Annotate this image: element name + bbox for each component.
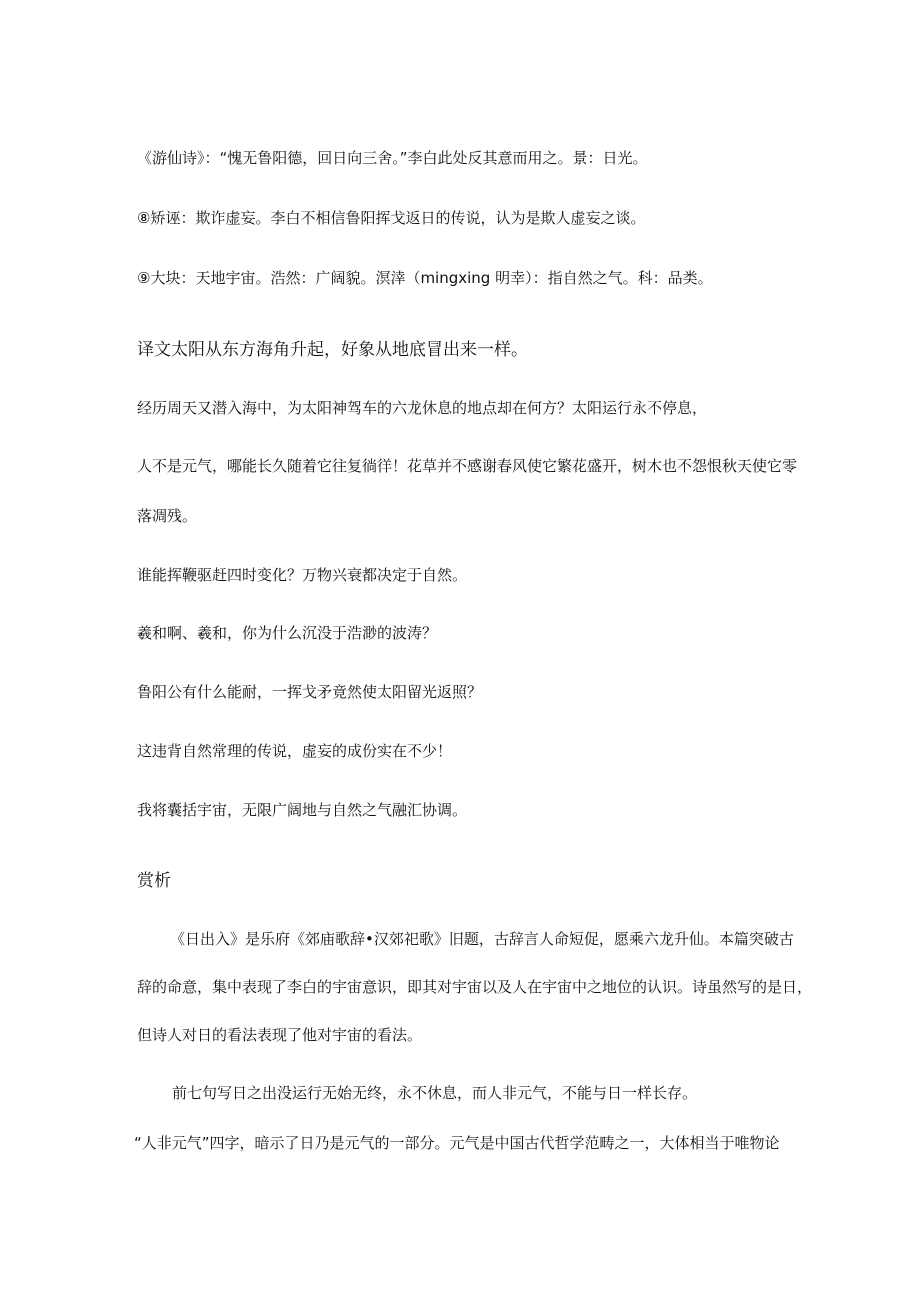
translation-heading: 译文太阳从东方海角升起，好象从地底冒出来一样。 (137, 340, 528, 360)
translation-line: 我将囊括宇宙，无限广阔地与自然之气融汇协调。 (137, 801, 468, 819)
appreciation-paragraph-line: 《日出入》是乐府《郊庙歌辞•汉郊祀歌》旧题，古辞言人命短促，愿乘六龙升仙。本篇突破古 (170, 930, 794, 948)
note-line-youxianshi: 《游仙诗》：“愧无鲁阳德，回日向三舍。”李白此处反其意而用之。景：日光。 (137, 149, 648, 167)
translation-line: 谁能挥鞭驱赶四时变化？万物兴衰都决定于自然。 (137, 566, 468, 584)
appreciation-paragraph-line: 前七句写日之出没运行无始无终，永不休息，而人非元气，不能与日一样长存。 (172, 1084, 698, 1102)
appreciation-paragraph-line: 辞的命意，集中表现了李白的宇宙意识，即其对宇宙以及人在宇宙中之地位的认识。诗虽然写的是日， (137, 978, 813, 996)
translation-line: 这违背自然常理的传说，虚妄的成份实在不少！ (137, 742, 453, 760)
translation-line: 羲和啊、羲和，你为什么沉没于浩渺的波涛？ (137, 624, 438, 642)
translation-line: 落凋残。 (137, 507, 198, 525)
note-8-jiaowu: ⑧矫诬：欺诈虚妄。李白不相信鲁阳挥戈返日的传说，认为是欺人虚妄之谈。 (137, 209, 646, 227)
appreciation-heading: 赏析 (137, 871, 171, 891)
translation-line: 经历周天又潜入海中，为太阳神驾车的六龙休息的地点却在何方？太阳运行永不停息， (137, 399, 708, 417)
appreciation-paragraph-line: 但诗人对日的看法表现了他对宇宙的看法。 (137, 1026, 423, 1044)
appreciation-paragraph-line: “人非元气”四字，暗示了日乃是元气的一部分。元气是中国古代哲学范畴之一，大体相当于唯物论 (134, 1134, 780, 1152)
translation-line: 鲁阳公有什么能耐，一挥戈矛竟然使太阳留光返照？ (137, 683, 483, 701)
note-9-dakuai: ⑨大块：天地宇宙。浩然：广阔貌。溟涬（mingxing 明幸）：指自然之气。科：品类。 (137, 269, 713, 287)
translation-line: 人不是元气，哪能长久随着它往复徜徉！花草并不感谢春风使它繁花盛开，树木也不怨恨秋天使它零 (137, 457, 798, 475)
